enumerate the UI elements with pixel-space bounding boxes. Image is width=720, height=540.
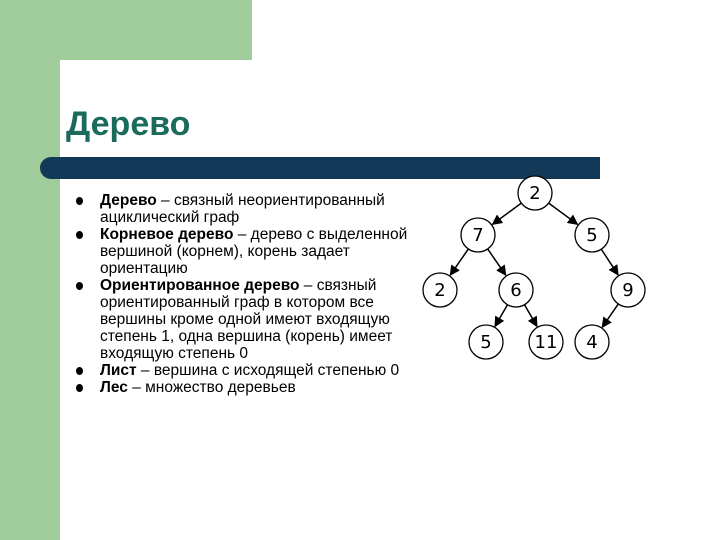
tree-edge-arrow bbox=[488, 249, 506, 275]
bullet-text: – вершина с исходящей степенью 0 bbox=[136, 362, 400, 379]
bullet-term: Лист bbox=[100, 362, 137, 379]
tree-node-label: 5 bbox=[480, 332, 492, 353]
tree-edge-arrow bbox=[492, 203, 521, 224]
slide-title: Дерево bbox=[66, 105, 191, 143]
tree-node bbox=[469, 325, 503, 359]
tree-edge-arrow bbox=[602, 304, 618, 327]
tree-node bbox=[575, 325, 609, 359]
tree-node bbox=[529, 325, 563, 359]
tree-node-label: 7 bbox=[472, 225, 484, 246]
tree-node-label: 2 bbox=[529, 183, 541, 204]
bullet-term: Корневое дерево bbox=[100, 226, 234, 243]
bullet-term: Дерево bbox=[100, 192, 157, 209]
tree-node-label: 2 bbox=[434, 280, 446, 301]
tree-edge-arrow bbox=[601, 249, 618, 275]
bullet-text: – связный ориентированный граф в котором все вершины кроме одной имеют входящую степень 1, одна вершина (корень) имеет входящую степень 0 bbox=[100, 277, 393, 362]
tree-node-label: 5 bbox=[586, 225, 598, 246]
tree-node-label: 11 bbox=[534, 332, 558, 353]
tree-node bbox=[575, 218, 609, 252]
tree-node bbox=[611, 273, 645, 307]
tree-node-label: 9 bbox=[622, 280, 634, 301]
tree-edge-arrow bbox=[549, 203, 578, 224]
tree-node bbox=[518, 176, 552, 210]
tree-node bbox=[499, 273, 533, 307]
tree-node-label: 6 bbox=[510, 280, 522, 301]
bullet-text: – связный неориентированный ациклический граф bbox=[100, 192, 385, 226]
tree-edge-arrow bbox=[450, 249, 468, 275]
bullet-text: – множество деревьев bbox=[127, 379, 296, 396]
tree-node-label: 4 bbox=[586, 332, 598, 353]
bullet-text: – дерево с выделенной вершиной (корнем), корень задает ориентацию bbox=[100, 226, 408, 277]
bullet-term: Лес bbox=[100, 379, 128, 396]
tree-edge-arrow bbox=[495, 305, 508, 327]
tree-node bbox=[423, 273, 457, 307]
bullet-term: Ориентированное дерево bbox=[100, 277, 300, 294]
tree-node bbox=[461, 218, 495, 252]
tree-edge-arrow bbox=[524, 305, 537, 327]
